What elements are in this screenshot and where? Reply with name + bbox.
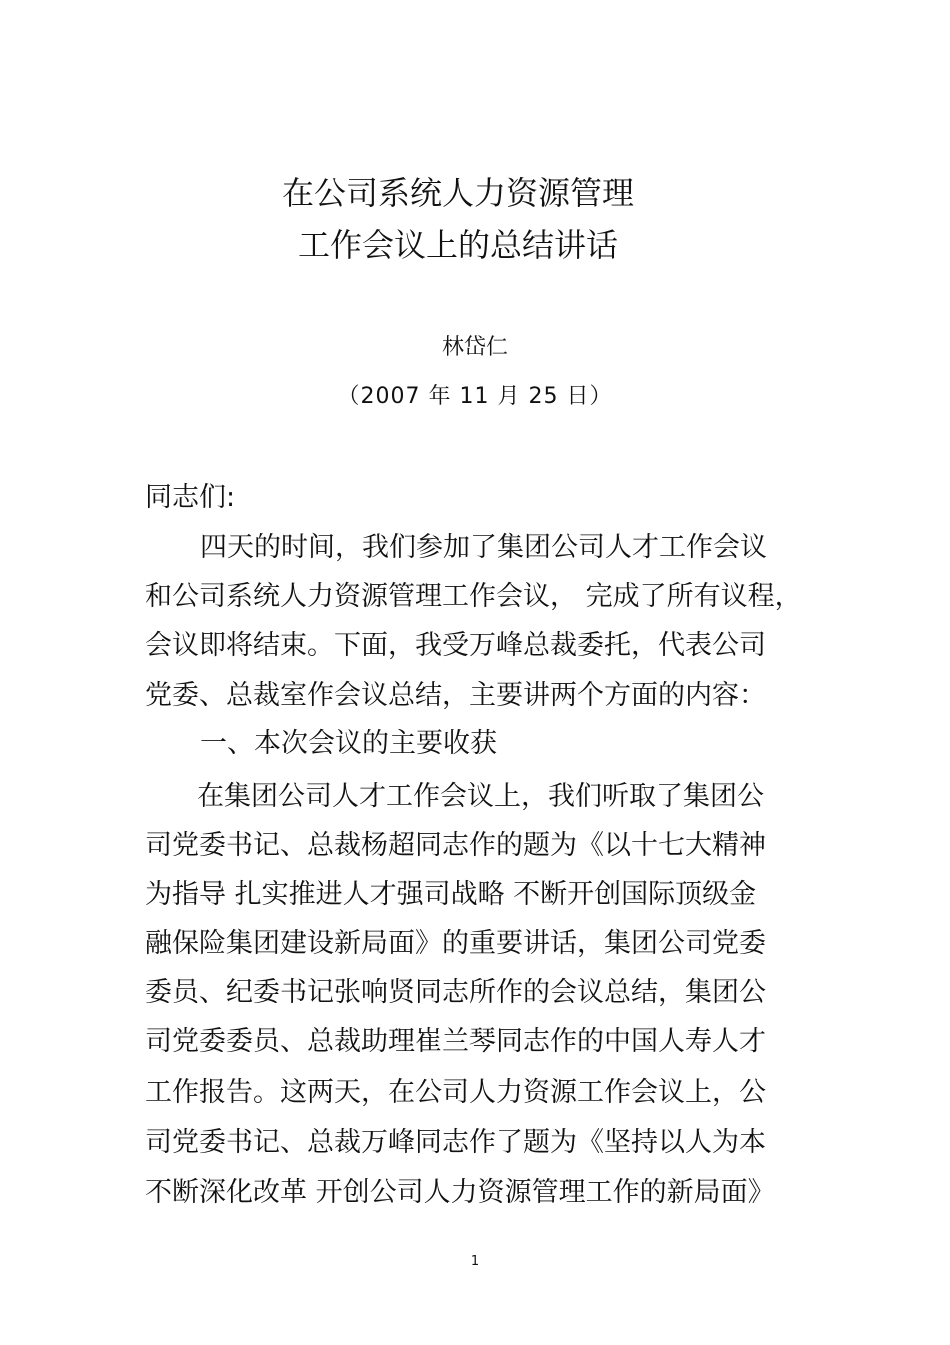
paragraph-line: 在集团公司人才工作会议上，我们听取了集团公 xyxy=(197,781,764,812)
paragraph-line: 和公司系统人力资源管理工作会议， 完成了所有议程， xyxy=(145,581,802,612)
paragraph-line: 融保险集团建设新局面》的重要讲话，集团公司党委 xyxy=(145,928,766,959)
paragraph-line: 司党委委员、总裁助理崔兰琴同志作的中国人寿人才 xyxy=(145,1026,766,1057)
paragraph-line: 为指导 扎实推进人才强司战略 不断开创国际顶级金 xyxy=(145,879,757,910)
paragraph-line: 不断深化改革 开创公司人力资源管理工作的新局面》 xyxy=(145,1177,775,1208)
author-name: 林岱仁 xyxy=(441,335,508,360)
paragraph-line: 会议即将结束。下面，我受万峰总裁委托，代表公司 xyxy=(145,630,766,661)
page-number: 1 xyxy=(470,1254,480,1269)
document-title-line-1: 在公司系统人力资源管理 xyxy=(281,174,634,212)
paragraph-line: 四天的时间，我们参加了集团公司人才工作会议 xyxy=(200,532,767,563)
salutation: 同志们: xyxy=(145,482,236,513)
paragraph-line: 司党委书记、总裁万峰同志作了题为《坚持以人为本 xyxy=(145,1127,766,1158)
section-heading: 一、本次会议的主要收获 xyxy=(200,728,497,759)
paragraph-line: 党委、总裁室作会议总结，主要讲两个方面的内容： xyxy=(145,680,766,711)
document-title-line-2: 工作会议上的总结讲话 xyxy=(297,226,618,264)
speech-date: （2007 年 11 月 25 日） xyxy=(337,384,613,409)
paragraph-line: 工作报告。这两天，在公司人力资源工作会议上，公 xyxy=(145,1077,766,1108)
paragraph-line: 司党委书记、总裁杨超同志作的题为《以十七大精神 xyxy=(145,830,766,861)
paragraph-line: 委员、纪委书记张响贤同志所作的会议总结，集团公 xyxy=(145,977,766,1008)
